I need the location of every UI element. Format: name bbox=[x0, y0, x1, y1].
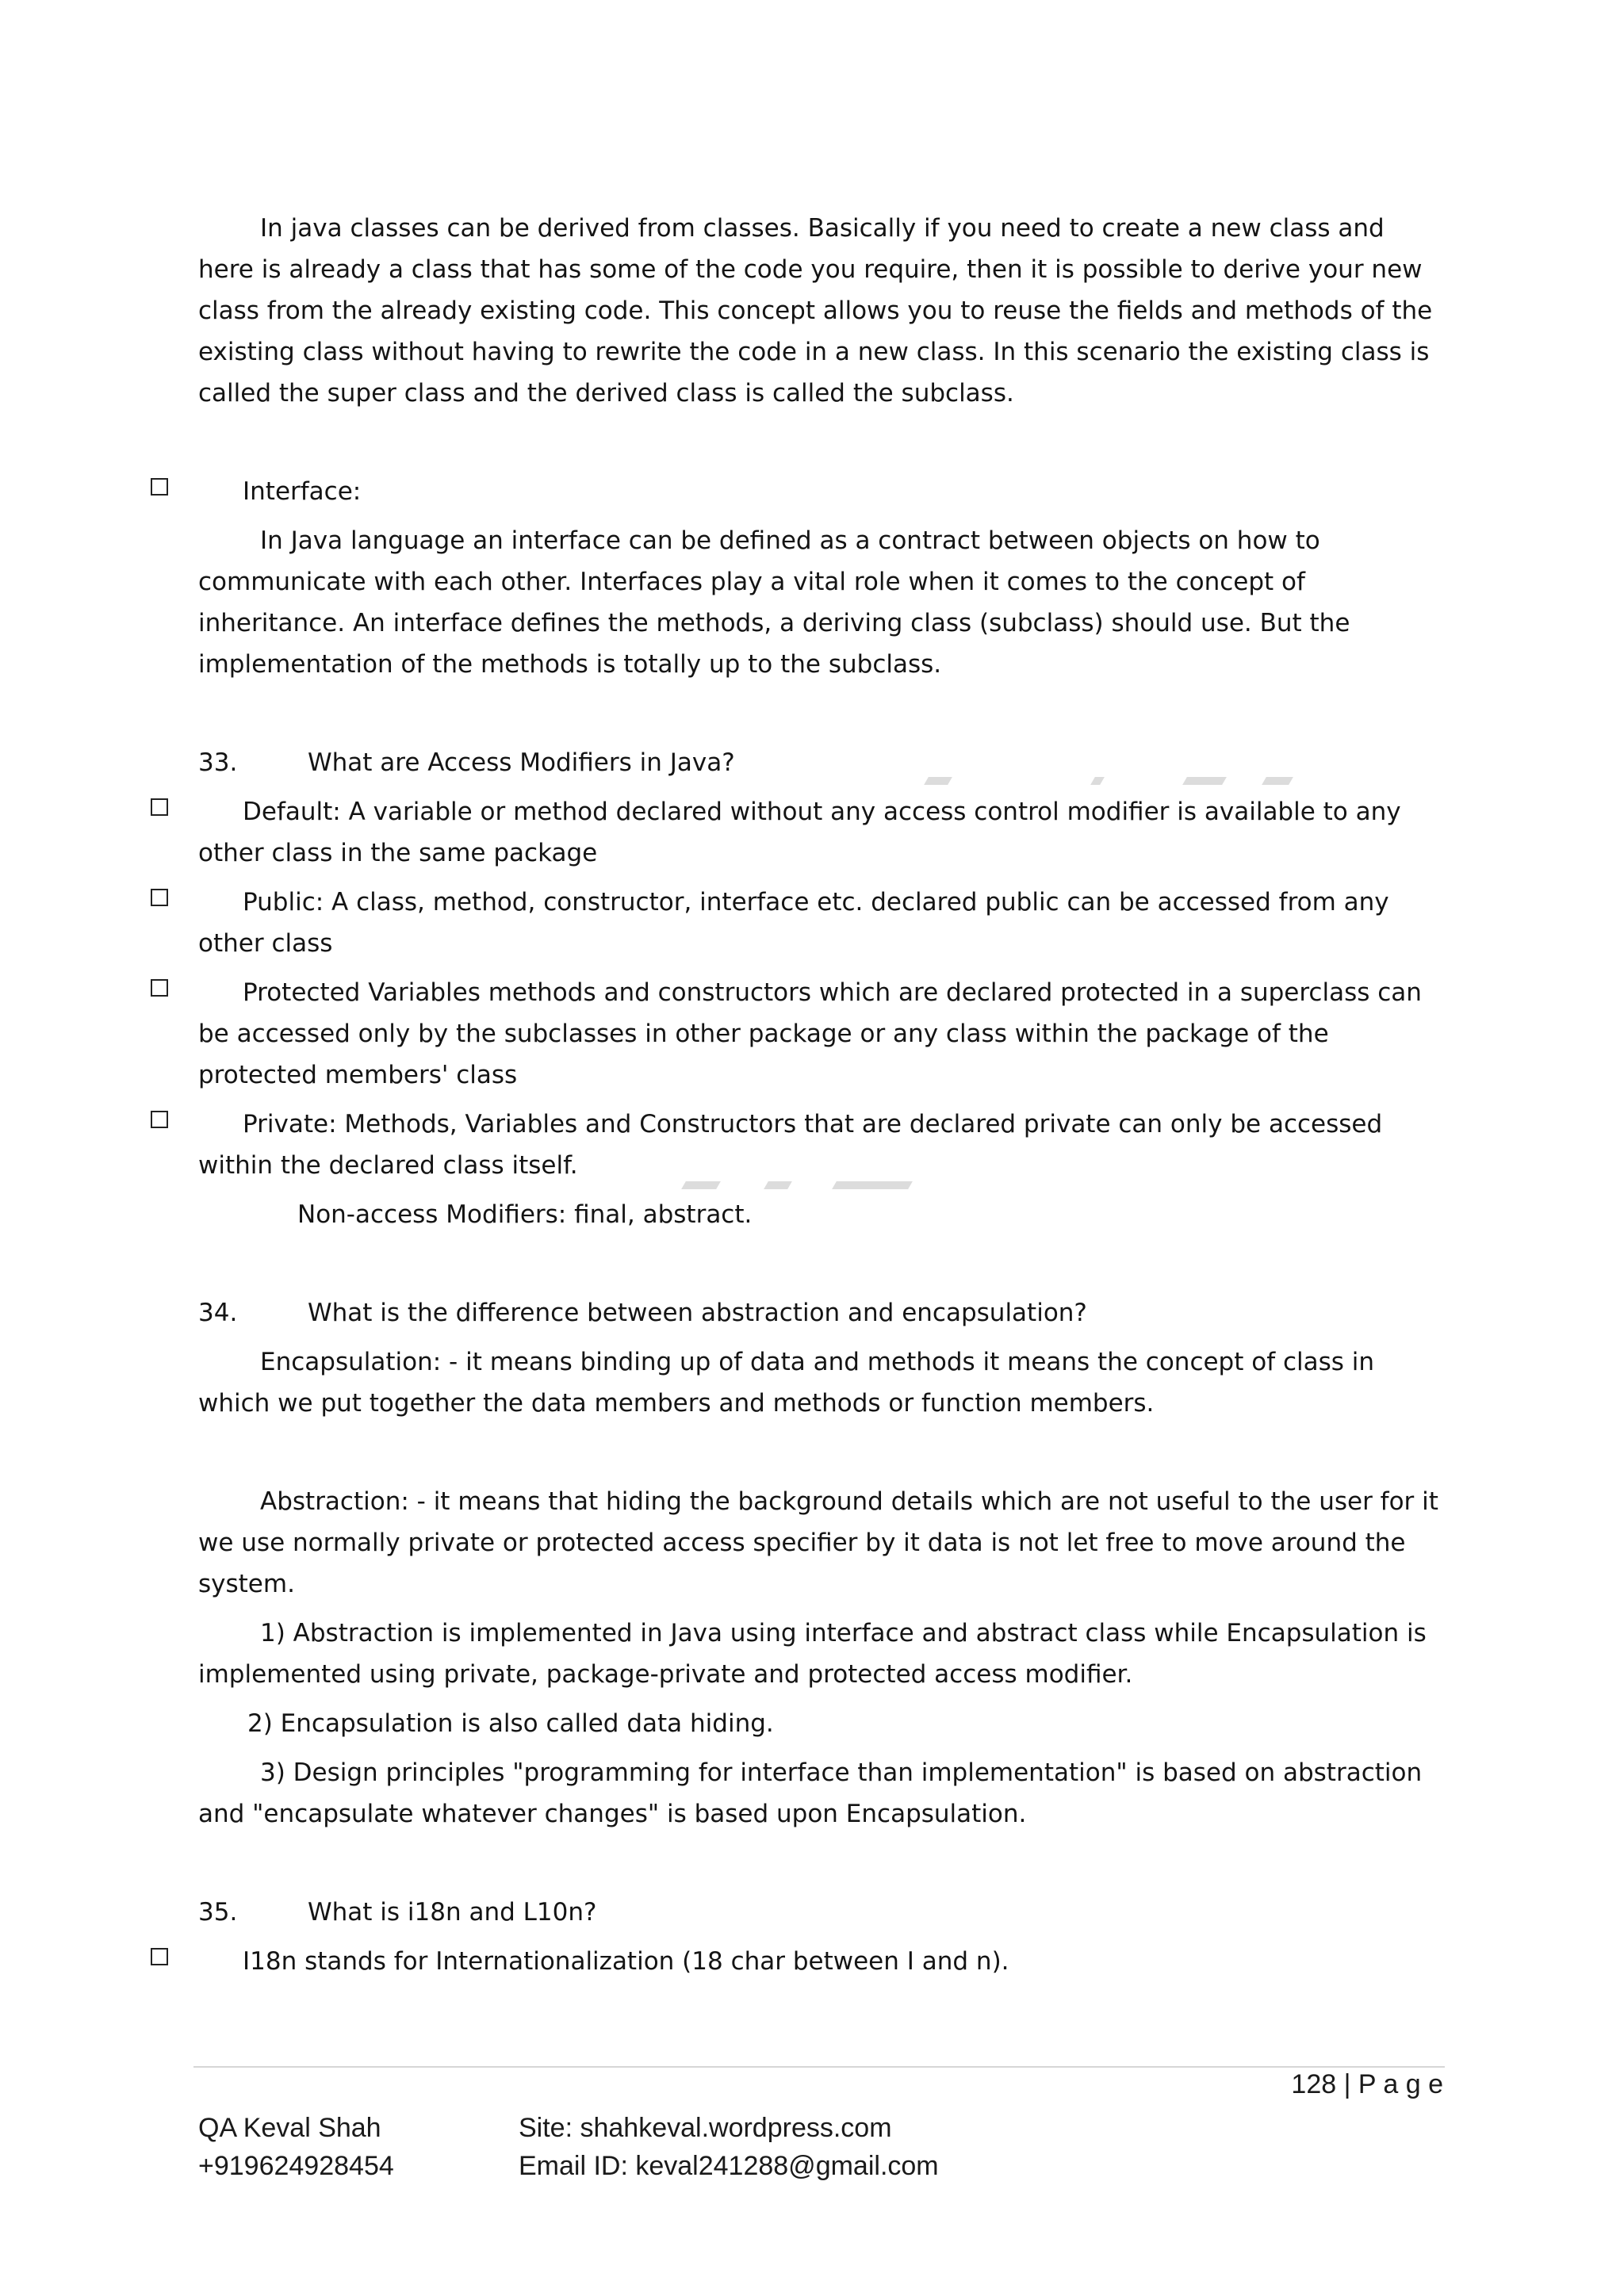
checkbox-bullet-icon bbox=[151, 478, 168, 496]
question-33-heading bbox=[198, 742, 1443, 783]
bullet-text: Private: Methods, Variables and Constructors that are declared private can only be accessed within the declared class itself. bbox=[198, 1110, 1383, 1180]
footer-contact-right bbox=[519, 2109, 939, 2185]
checkbox-bullet-icon bbox=[151, 798, 168, 816]
interface-paragraph: In Java language an interface can be defined as a contract between objects on how to communicate with each other. Interfaces play a vital role when it comes to the concept of inheritance. An interface defines the methods, a deriving class (subclass) should use. But the implementation of the methods is totally up to the subclass. bbox=[198, 526, 1350, 679]
access-modifier-protected bbox=[198, 972, 1443, 1096]
footer-site: Site: shahkeval.wordpress.com bbox=[519, 2113, 892, 2143]
question-text: What is the difference between abstraction and encapsulation? bbox=[308, 1299, 1087, 1327]
page-number: 128 | P a g e bbox=[1291, 2069, 1443, 2099]
question-text: What are Access Modifiers in Java? bbox=[308, 748, 735, 777]
abstraction-paragraph: Abstraction: - it means that hiding the background details which are not useful to the user for it we use normally private or protected access specifier by it data is not let free to move around the system. bbox=[198, 1487, 1438, 1598]
checkbox-bullet-icon bbox=[151, 1948, 168, 1965]
intro-paragraph: In java classes can be derived from classes. Basically if you need to create a new class and here is already a class that has some of the code you require, then it is possible to derive your new class from the already existing code. This concept allows you to reuse the fields and methods of the existing class without having to rewrite the code in a new class. In this scenario the existing class is called the super class and the derived class is called the subclass. bbox=[198, 214, 1433, 408]
question-number: 33. bbox=[198, 748, 238, 777]
question-number: 35. bbox=[198, 1898, 238, 1927]
checkbox-bullet-icon bbox=[151, 1111, 168, 1128]
question-text: What is i18n and L10n? bbox=[308, 1898, 597, 1927]
interface-label: Interface: bbox=[243, 477, 362, 506]
non-access-modifiers-note: Non-access Modifiers: final, abstract. bbox=[297, 1200, 753, 1229]
access-modifier-private bbox=[198, 1104, 1443, 1186]
access-modifier-default bbox=[198, 791, 1443, 874]
question-35-heading bbox=[198, 1892, 1443, 1933]
footer-divider bbox=[193, 2066, 1445, 2068]
footer-phone: +919624928454 bbox=[198, 2151, 394, 2181]
bullet-text: Default: A variable or method declared without any access control modifier is available to any other class in the same package bbox=[198, 798, 1401, 867]
checkbox-bullet-icon bbox=[151, 889, 168, 906]
checkbox-bullet-icon bbox=[151, 979, 168, 997]
bullet-text: I18n stands for Internationalization (18 char between I and n). bbox=[243, 1947, 1009, 1976]
encapsulation-paragraph: Encapsulation: - it means binding up of data and methods it means the concept of class in which we put together the data members and methods or function members. bbox=[198, 1348, 1375, 1418]
bullet-text: Protected Variables methods and constructors which are declared protected in a superclass can be accessed only by the subclasses in other package or any class within the package of the protected members' class bbox=[198, 978, 1422, 1089]
interface-heading-item bbox=[198, 471, 1443, 512]
footer-email: Email ID: keval241288@gmail.com bbox=[519, 2151, 939, 2181]
footer-contact-left bbox=[198, 2109, 394, 2185]
footer-author: QA Keval Shah bbox=[198, 2113, 381, 2143]
i18n-definition bbox=[198, 1941, 1443, 1982]
difference-point-2: 2) Encapsulation is also called data hiding. bbox=[247, 1709, 774, 1738]
access-modifier-public bbox=[198, 882, 1443, 964]
page-content bbox=[198, 208, 1443, 1982]
bullet-text: Public: A class, method, constructor, interface etc. declared public can be accessed from any other class bbox=[198, 888, 1389, 958]
question-number: 34. bbox=[198, 1299, 238, 1327]
difference-point-1: 1) Abstraction is implemented in Java using interface and abstract class while Encapsulation is implemented using private, package-private and protected access modifier. bbox=[198, 1619, 1427, 1689]
question-34-heading bbox=[198, 1292, 1443, 1334]
difference-point-3: 3) Design principles "programming for interface than implementation" is based on abstraction and "encapsulate whatever changes" is based upon Encapsulation. bbox=[198, 1758, 1423, 1828]
